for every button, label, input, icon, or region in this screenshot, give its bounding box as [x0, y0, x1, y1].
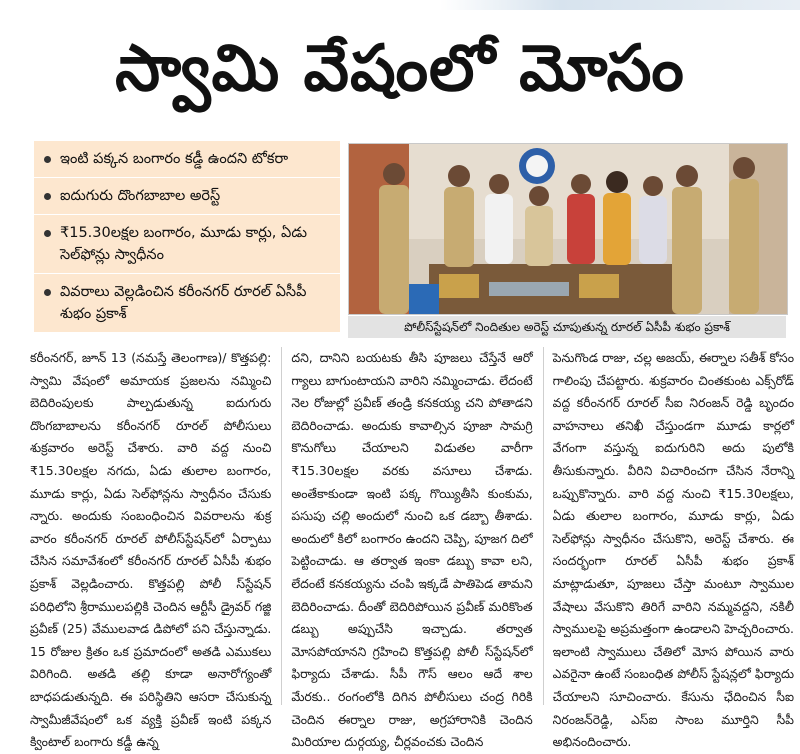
bullet-icon	[44, 156, 51, 163]
highlight-item	[34, 178, 340, 215]
article-column-3: పెనుగొండ రాజు, చల్ల అజయ్, ఈర్నాల సతీశ్ కోసం గాలింపు చేపట్టారు. శుక్రవారం చింతకుంట ఎక్స్‌రోడ్ వద్ద కరీంనగర్ రూరల్ సీఐ నిరంజన్ రెడ్డి బృందం వాహనాలు తనిఖీ చేస్తుండగా మూడు కార్లలో వేగంగా వస్తున్న ఐదుగురిని అదు పులోకి తీసుకున్నారు. వీరిని విచారించగా చేసిన నేరాన్ని ఒప్పుకొన్నారు. వారి వద్ద నుంచి ₹15.30లక్షలు, ఏడు తులాల బంగారం, మూడు కార్లు, ఏడు సెల్‌ఫోన్లు స్వాధీనం చేసుకొని, అరెస్ట్ చేశారు. ఈ సందర్భంగా రూరల్ ఏసీపీ శుభం ప్రకాశ్ మాట్లాడుతూ, పూజలు చేస్తా మంటూ స్వాముల వేషాలు వేసుకొని తిరిగే వారిని నమ్మవద్దని, నకిలీ స్వాములపై అప్రమత్తంగా ఉండాలని హెచ్చరించారు. ఇలాంటి స్వాములు చేతిలో మోస పోయిన వారు ఎవరైనా ఉంటే సంబంధిత పోలీస్ స్టేషన్లలో ఫిర్యాదు చేయాలని సూచించారు. కేసును ఛేదించిన సీఐ నిరంజన్‌రెడ్డి, ఎస్ఐ సాంబ మూర్తిని సీపీ అభినందించారు.	[543, 347, 794, 705]
highlight-text: ఐదుగురు దొంగబాబాల అరెస్ట్	[60, 188, 221, 204]
police-press-photo	[349, 144, 787, 314]
bullet-icon	[44, 289, 51, 296]
highlight-text: వివరాలు వెల్లడించిన కరీంనగర్ రూరల్ ఏసీపీ శుభం ప్రకాశ్	[60, 284, 307, 322]
highlight-item	[34, 274, 340, 332]
highlight-item	[34, 141, 340, 178]
highlight-item	[34, 215, 340, 274]
article-column-2: దని, దానిని బయటకు తీసి పూజలు చేస్తేనే ఆరో గ్యాలు బాగుంటాయని వారిని నమ్మించాడు. లేదంటే నెల రోజుల్లో ప్రవీణ్ తండ్రి కనకయ్య చని పోతాడని బెదిరించాడు. అందుకు కావాల్సిన పూజా సామగ్రి కొనుగోలు చేయాలని విడుతల వారీగా ₹15.30లక్షల వరకు వసూలు చేశాడు. అంతేకాకుండా ఇంటి పక్క గొయ్యితీసి కుంకుమ, పసుపు చల్లి అందులో నుంచి ఒక డబ్బా తీశాడు. అందులో కిలో బంగారం ఉందని చెప్పి, పూజగ దిలో పెట్టించాడు. ఆ తర్వాత ఇంకా డబ్బు కావా లని, లేదంటే కనకయ్యను చంపి ఇక్కడే పాతిపెడ తామని బెదిరించాడు. దీంతో బెదిరిపోయిన ప్రవీణ్ మరికొంత డబ్బు అప్పుచేసి ఇచ్చాడు. తర్వాత మోసపోయానని గ్రహించి కొత్తపల్లి పోలీ స్‌స్టేషన్‌లో ఫిర్యాదు చేశాడు. సీపీ గౌస్ ఆలం ఆదే శాల మేరకు.. రంగంలోకి దిగిన పోలీసులు చంద్ర గిరికి చెందిన ఈర్నాల రాజు, అగ్రహారానికి చెందిన మిరియాల దుర్గయ్య, చీర్లవంచకు చెందిన	[281, 347, 532, 705]
news-photo	[348, 143, 788, 315]
bullet-icon	[44, 193, 51, 200]
highlight-text: ₹15.30లక్షల బంగారం, మూడు కార్లు, ఏడు సెల్‌ఫోన్లు స్వాధీనం	[60, 225, 308, 263]
page-top-strip	[0, 0, 800, 10]
highlight-text: ఇంటి పక్కన బంగారం కడ్డీ ఉందని టోకరా	[60, 151, 289, 167]
highlights-box	[34, 141, 340, 332]
photo-caption: పోలీస్‌స్టేషన్‌లో నిందితుల అరెస్ట్ చూపుతున్న రూరల్ ఏసీపీ శుభం ప్రకాశ్	[348, 316, 786, 338]
article-body	[30, 347, 794, 750]
article-column-1: కరీంనగర్, జూన్ 13 (నమస్తే తెలంగాణ)/ కొత్తపల్లి: స్వామి వేషంలో అమాయక ప్రజలను నమ్మించి బెదిరింపులకు పాల్పడుతున్న ఐదుగురు దొంగబాబాలను కరీంనగర్ రూరల్ పోలీసులు శుక్రవారం అరెస్ట్ చేశారు. వారి వద్ద నుంచి ₹15.30లక్షల నగదు, ఏడు తులాల బంగారం, మూడు కార్లు, ఏడు సెల్‌ఫోన్లను స్వాధీనం చేసుకు న్నారు. అందుకు సంబంధించిన వివరాలను శుక్ర వారం కరీంనగర్ రూరల్ పోలీస్‌స్టేషన్‌లో ఏర్పాటు చేసిన సమావేశంలో కరీంనగర్ రూరల్ ఏసీపీ శుభం ప్రకాశ్ వెల్లడించారు. కొత్తపల్లి పోలీ స్‌స్టేషన్ పరిధిలోని శ్రీరాములపల్లికి చెందిన ఆర్టీసీ డ్రైవర్ గజ్జి ప్రవీణ్ (25) వేములవాడ డిపోలో పని చేస్తున్నాడు. 15 రోజుల క్రితం ఒక ప్రమాదంలో అతడి ఎముకలు విరిగింది. అతడి తల్లి కూడా అనారోగ్యంతో బాధపడుతున్నది. ఈ పరిస్థితిని ఆసరా చేసుకున్న స్వామీజీవేషంలో ఒక వ్యక్తి ప్రవీణ్ ఇంటి పక్కన క్వింటాల్ బంగారు కడ్డీ ఉన్న	[30, 350, 272, 750]
article-headline: స్వామి వేషంలో మోసం	[115, 31, 685, 106]
bullet-icon	[44, 230, 51, 237]
